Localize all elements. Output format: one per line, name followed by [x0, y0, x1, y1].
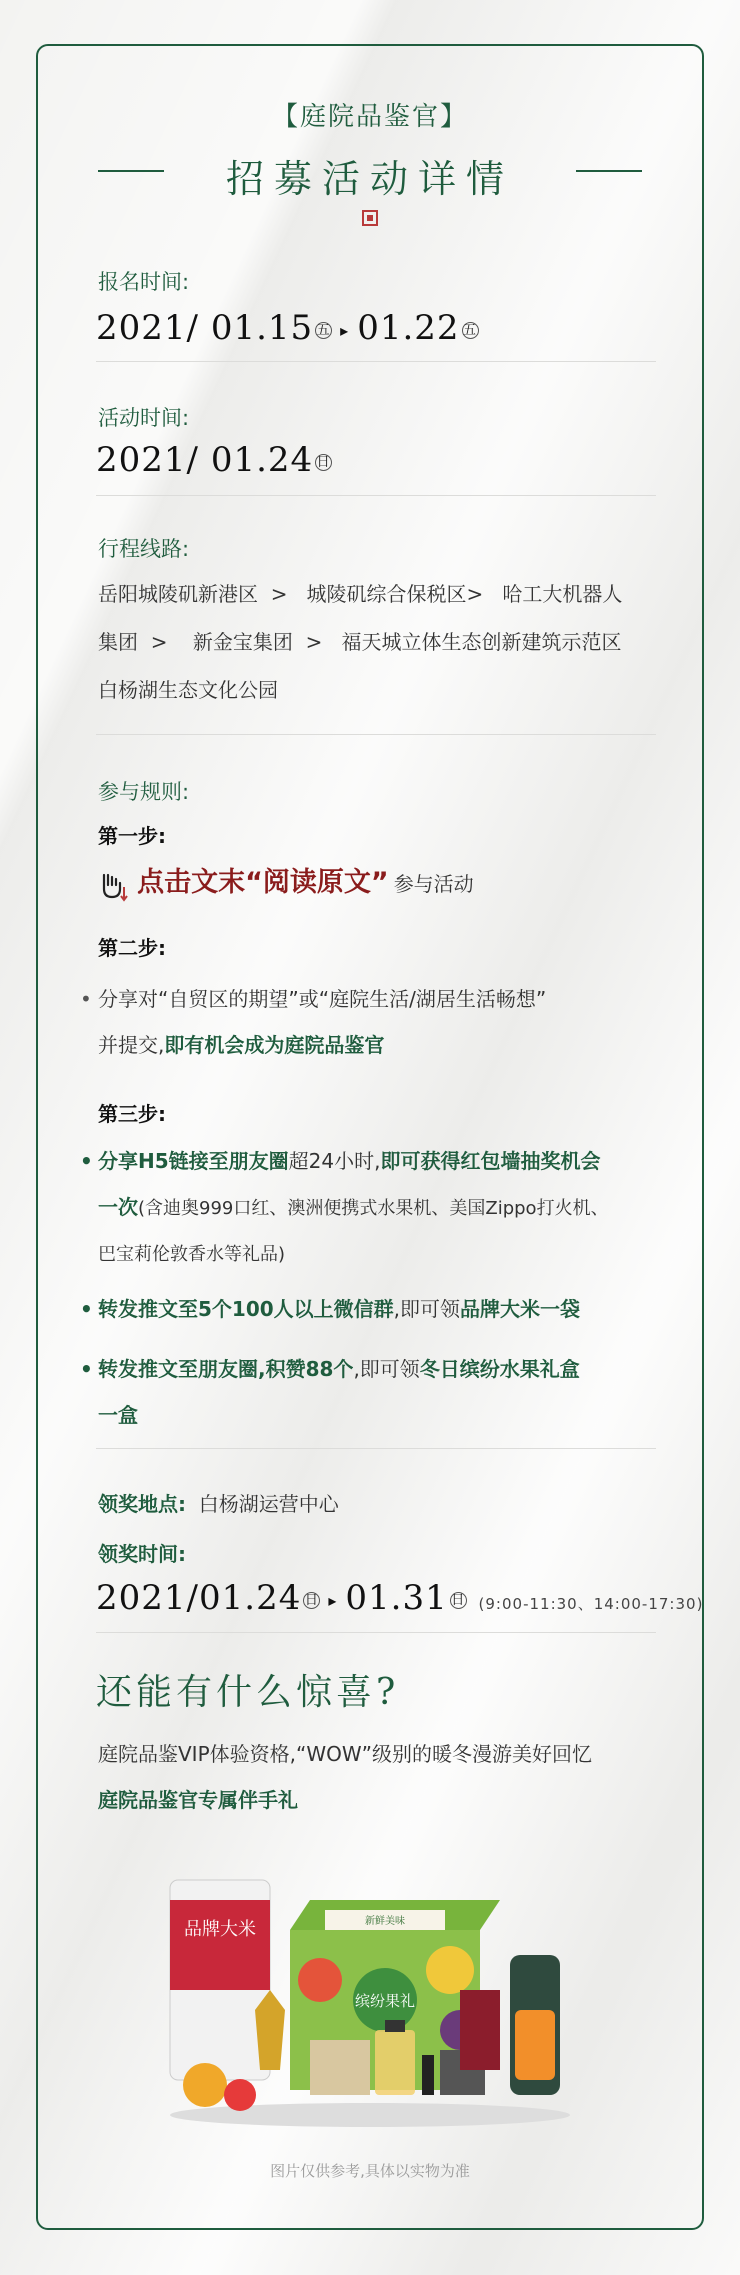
event-label: 活动时间:	[98, 406, 190, 430]
prize-time-label: 领奖时间:	[98, 1542, 186, 1566]
box-label: 缤纷果礼	[354, 1992, 416, 2010]
divider	[96, 495, 656, 496]
step3-bullet-1: • 分享H5链接至朋友圈超24小时,即可获得红包墙抽奖机会 一次(含迪奥999口红、澳洲便携式水果机、美国Zippo打火机、 巴宝莉伦敦香水等礼品)	[80, 1149, 609, 1265]
box-top-text: 新鲜美味	[365, 1916, 405, 1927]
step2-label: 第二步:	[98, 936, 166, 960]
event-date: 2021/ 01.24 日	[96, 440, 331, 480]
read-original-link[interactable]: 点击文末“阅读原文”	[137, 867, 389, 898]
rice-label: 品牌大米	[184, 1919, 256, 1940]
title-line-right	[576, 170, 642, 172]
rules-label: 参与规则:	[98, 780, 190, 804]
prize-date: 2021/01.24 日 ▸ 01.31 日 (9:00-11:30、14:00-17:30)	[96, 1578, 704, 1618]
route-text: 岳阳城陵矶新港区 > 城陵矶综合保税区> 哈工大机器人 集团 > 新金宝集团 > 福天城立体生态创新建筑示范区 白杨湖生态文化公园	[98, 582, 623, 702]
signup-label: 报名时间:	[98, 270, 190, 294]
surprise-title: 还能有什么惊喜?	[96, 1672, 400, 1713]
route-label: 行程线路:	[98, 537, 190, 561]
step3-label: 第三步:	[98, 1102, 166, 1126]
header-tag: 【庭院品鉴官】	[271, 102, 468, 132]
surprise-line1: 庭院品鉴VIP体验资格,“WOW”级别的暖冬漫游美好回忆	[98, 1742, 593, 1766]
disclaimer-caption: 图片仅供参考,具体以实物为准	[270, 2162, 470, 2180]
prize-place: 领奖地点: 白杨湖运营中心	[98, 1492, 339, 1516]
step3-bullet-3: • 转发推文至朋友圈,积赞88个,即可领冬日缤纷水果礼盒 一盒	[80, 1357, 580, 1427]
tap-hand-icon	[96, 869, 132, 905]
step3-bullet-2: • 转发推文至5个100人以上微信群,即可领品牌大米一袋	[80, 1297, 581, 1321]
page-title: 招募活动详情	[225, 157, 514, 201]
step2-text: • 分享对“自贸区的期望”或“庭院生活/湖居生活畅想” 并提交,即有机会成为庭院品鉴官	[80, 987, 547, 1057]
step1-line: 点击文末“阅读原文” 参与活动	[96, 860, 474, 905]
step1-label: 第一步:	[98, 824, 166, 848]
divider	[96, 1632, 656, 1633]
signup-date: 2021/ 01.15 五 ▸ 01.22 五	[96, 308, 478, 348]
divider	[96, 1448, 656, 1449]
gift-set-illustration	[160, 1860, 580, 2130]
surprise-line2: 庭院品鉴官专属伴手礼	[98, 1788, 298, 1812]
seal-icon	[362, 210, 378, 226]
divider	[96, 734, 656, 735]
divider	[96, 361, 656, 362]
